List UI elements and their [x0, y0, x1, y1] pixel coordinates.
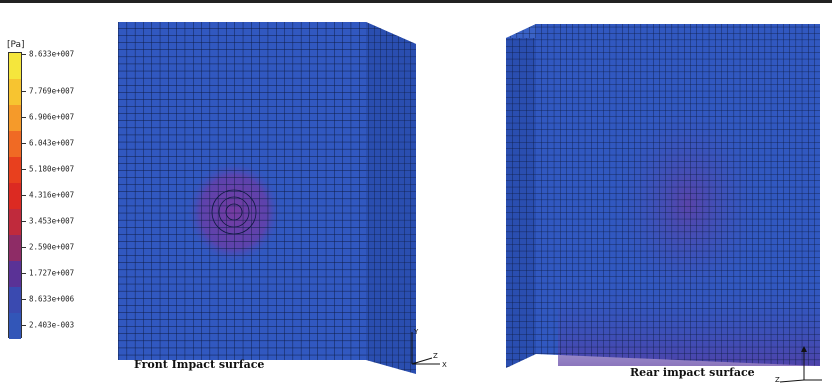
legend-tick	[22, 169, 26, 170]
legend-label: 5.180e+007	[29, 164, 75, 174]
legend-tick	[22, 91, 26, 92]
front-axis-triad	[402, 326, 452, 372]
legend-label: 2.403e-003	[29, 320, 75, 330]
legend-tick	[22, 247, 26, 248]
legend-label: 8.633e+007	[29, 49, 75, 59]
stress-legend	[5, 40, 115, 340]
legend-color-bar	[8, 52, 22, 338]
front-axis-x-label: X	[442, 361, 447, 369]
legend-label: 7.769e+007	[29, 86, 75, 96]
legend-label: 6.906e+007	[29, 112, 75, 122]
legend-unit: [Pa]	[7, 40, 25, 50]
legend-swatch	[9, 157, 21, 183]
front-axis-z-label: Z	[433, 352, 438, 360]
legend-swatch	[9, 287, 21, 313]
legend-swatch	[9, 53, 21, 79]
legend-label: 1.727e+007	[29, 268, 75, 278]
legend-tick	[22, 195, 26, 196]
legend-swatch	[9, 131, 21, 157]
legend-label: 2.590e+007	[29, 242, 75, 252]
front-block-mesh	[110, 14, 430, 374]
legend-swatch	[9, 261, 21, 287]
rear-axis-triad	[774, 344, 826, 386]
legend-tick	[22, 299, 26, 300]
legend-swatch	[9, 313, 21, 339]
legend-label: 8.633e+006	[29, 294, 75, 304]
legend-label: 3.453e+007	[29, 216, 75, 226]
legend-swatch	[9, 235, 21, 261]
rear-axis-z-label: Z	[775, 376, 780, 384]
front-caption: Front Impact surface	[134, 358, 265, 371]
legend-swatch	[9, 105, 21, 131]
top-border	[0, 0, 832, 3]
rear-caption: Rear impact surface	[630, 366, 755, 379]
front-axis-y-label: Y	[414, 328, 419, 336]
legend-swatch	[9, 209, 21, 235]
legend-swatch	[9, 79, 21, 105]
legend-label: 4.316e+007	[29, 190, 75, 200]
legend-tick	[22, 273, 26, 274]
legend-swatch	[9, 183, 21, 209]
legend-tick	[22, 143, 26, 144]
legend-tick	[22, 221, 26, 222]
rear-block-mesh	[498, 14, 828, 374]
legend-tick	[22, 117, 26, 118]
legend-tick	[22, 325, 26, 326]
legend-tick	[22, 54, 26, 55]
legend-label: 6.043e+007	[29, 138, 75, 148]
